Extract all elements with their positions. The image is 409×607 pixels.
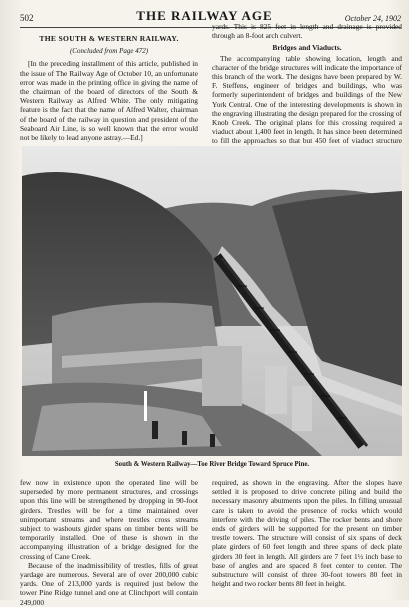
- article-title: THE SOUTH & WESTERN RAILWAY.: [39, 34, 179, 43]
- bottom-right-paragraph-1: required, as shown in the engraving. After the slopes have settled it is proposed to drive concrete piling and build the necessary masonry abutments upon the piles. In filling unusual care is taken to avoid the presence of rocks which would interfere with the driving of piles. The rocker bents and shore ends of girders will be supported for the present on timber trestle towers. The structure will consist of six spans of deck plate girders of 60 feet length and three spans of deck plate girders 30 feet in length. All girders are 7 feet 1½ inch base to base of angles and are spaced 8 feet center to center. The substructure will consist of three 30-foot towers 80 feet in height and two rocker bents 80 feet in height.: [212, 478, 402, 589]
- bridge-photograph: [22, 146, 402, 456]
- editor-note: [In the preceding installment of this article, published in the issue of The Railway Age of October 10, an unfortunate error was made in the printing office in giving the name of the chairman of the board of directors of the South & Western Railway as Alfred White. The only mitigating feature is the fact that the name of Alfred Walter, chairman of the board of the railway in question and president of the Seaboard Air Line, is so well known that the error would not be likely to lead anyone astray.—Ed.]: [20, 59, 198, 143]
- photo-caption: South & Western Railway—Toe River Bridge Toward Spruce Pine.: [114, 461, 310, 468]
- photo-illustration: [22, 146, 402, 456]
- bottom-left-column: [20, 478, 198, 607]
- page-number: 502: [20, 13, 34, 23]
- bridges-heading: Bridges and Viaducts.: [272, 43, 342, 53]
- bottom-left-paragraph-1: few now in existence upon the operated line will be superseded by more permanent structures, and crossings upon this line will be strengthened by dropping in 90-foot girders. Trestles will be for a time maintained over unimportant streams and where trestles cross streams subject to washouts girder spans on timber bents will be temporarily installed. One of these is shown in the accompanying illustration of a bridge designed for the crossing of Cane Creek.: [20, 478, 198, 561]
- right-paragraph-2: The accompanying table showing location, length and character of the bridge structures will indicate the importance of this branch of the work. The designs have been prepared by W. F. Steffens, engineer of bridges and buildings, who was formerly superintendent of bridges and buildings of the New York Central. One of the interesting developments is shown in the engraving illustrating the design prepared for the crossing of Knob Creek. The original plans for this crossing required a viaduct about 1,400 feet in length. It has since been determined to fill the approaches so that but 450 feet of viaduct structure: [212, 53, 402, 146]
- right-column: [212, 22, 402, 155]
- right-paragraph-1: yards. This is 825 feet in length and drainage is provided through an 8-foot arch culvert.: [212, 22, 402, 41]
- running-title: THE RAILWAY AGE: [136, 8, 273, 23]
- left-column: [20, 31, 198, 165]
- bottom-left-paragraph-2: Because of the inadmissibility of trestles, fills of great yardage are numerous. Several are of over 200,000 cubic yards. One of 213,000 yards is required just below the tower Pine Ridge tunnel and one at Clinchport will contain 249,000: [20, 560, 198, 607]
- continued-note: (Concluded from Page 472): [69, 47, 149, 56]
- issue-date: October 24, 1902: [344, 14, 401, 23]
- bottom-right-column: [212, 478, 402, 588]
